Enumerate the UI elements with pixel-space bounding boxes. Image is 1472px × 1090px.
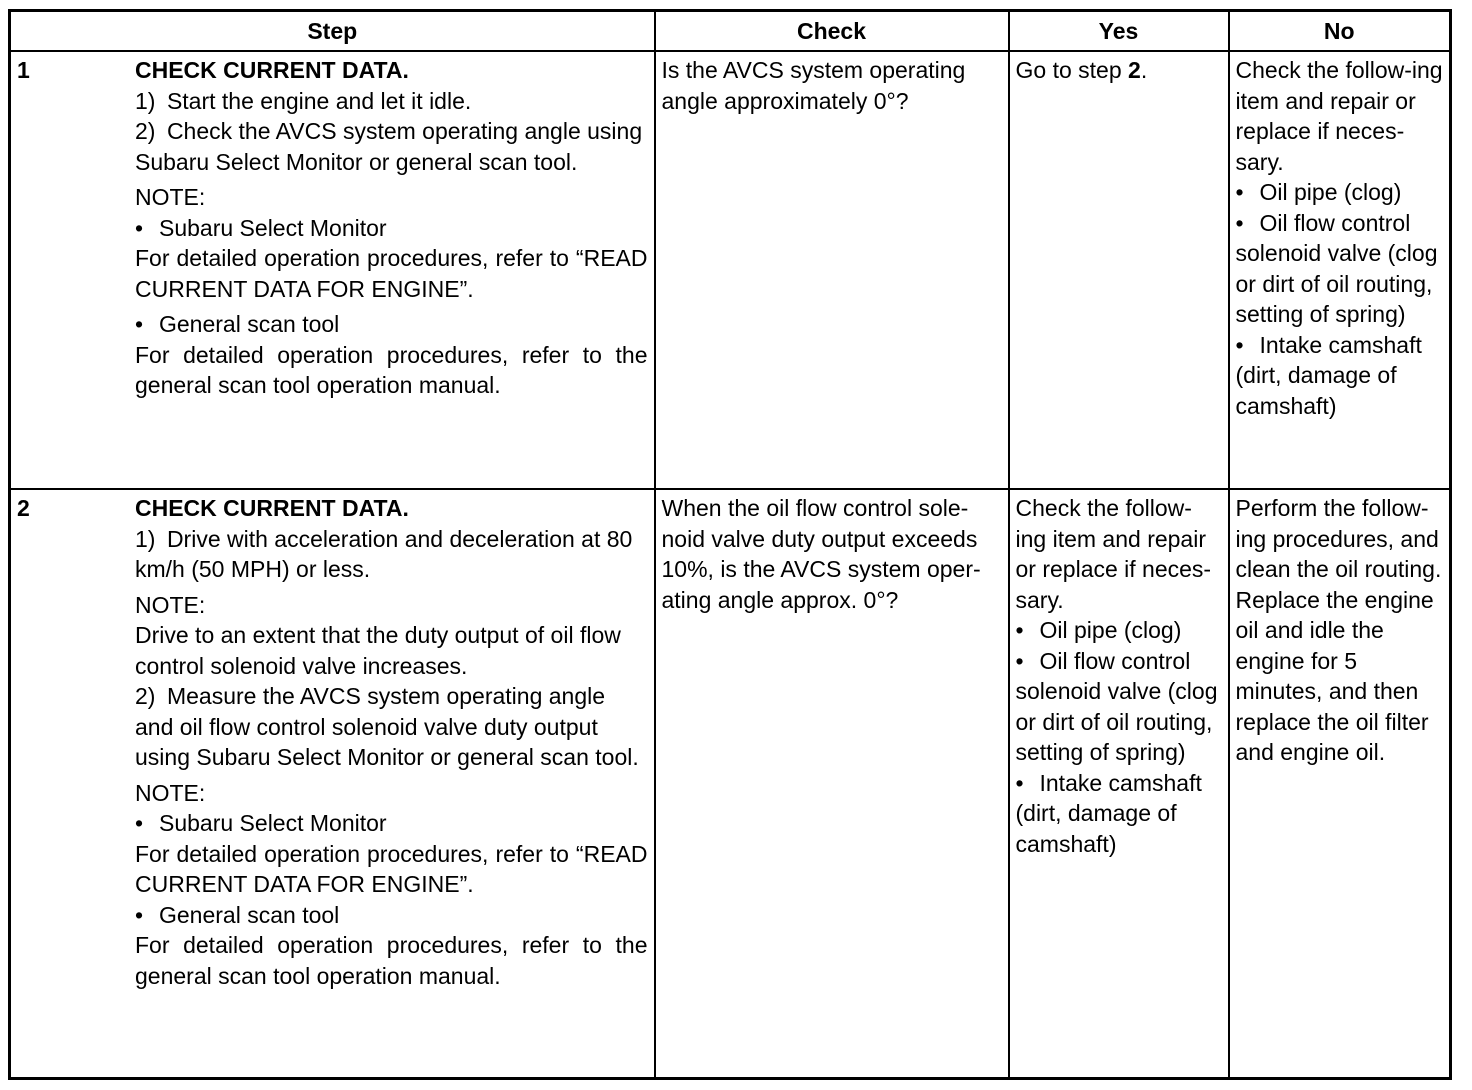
note-text: For detailed operation procedures, refer to the general scan tool operation manual. (135, 341, 648, 398)
step-instruction: 2) Check the AVCS system operating angle using Subaru Select Monitor or general scan tool. (135, 118, 643, 175)
check-question: When the oil flow control sole-noid valve duty output exceeds 10%, is the AVCS system oper-ating angle approx. 0°? (661, 495, 981, 613)
yes-item: • Intake camshaft (dirt, damage of camshaft) (1016, 768, 1222, 860)
note-text: For detailed operation procedures, refer to “READ CURRENT DATA FOR ENGINE”. (135, 840, 648, 897)
table-row (10, 51, 1451, 489)
table-row (10, 489, 1451, 1079)
yes-item: • Oil flow control solenoid valve (clog or dirt of oil routing, setting of spring) (1016, 646, 1222, 768)
header-step: Step (10, 11, 655, 52)
note-bullet: • Subaru Select Monitor (135, 808, 648, 839)
no-item: • Oil flow control solenoid valve (clog or dirt of oil routing, setting of spring) (1236, 208, 1444, 330)
step-cell (10, 489, 655, 1079)
note-bullet: • Subaru Select Monitor (135, 213, 648, 244)
no-text: Perform the follow-ing procedures, and clean the oil routing. (1235, 495, 1442, 582)
note-label: NOTE: (135, 779, 206, 806)
note-label: NOTE: (135, 184, 206, 210)
yes-item: • Oil pipe (clog) (1016, 615, 1222, 646)
header-no: No (1229, 11, 1451, 52)
check-cell (655, 489, 1009, 1079)
no-text: Replace the engine oil and idle the engine for 5 minutes, and then replace the oil filter and engine oil. (1235, 586, 1434, 765)
step-instruction: 2) Measure the AVCS system operating angle and oil flow control solenoid valve duty output using Subaru Select Monitor or general scan tool. (135, 683, 639, 770)
note-text: For detailed operation procedures, refer to “READ CURRENT DATA FOR ENGINE”. (135, 245, 648, 302)
diagnostic-table (8, 9, 1452, 1080)
header-yes: Yes (1009, 11, 1229, 52)
note-bullet: • General scan tool (135, 900, 648, 931)
header-row (10, 11, 1451, 52)
step-instruction: 1) Start the engine and let it idle. (135, 87, 472, 114)
check-question: Is the AVCS system operating angle approximately 0°? (661, 57, 966, 114)
step-number: 1 (17, 57, 30, 83)
step-title: CHECK CURRENT DATA. (135, 495, 409, 521)
step-cell (10, 51, 655, 489)
note-bullet: • General scan tool (135, 309, 648, 340)
yes-suffix: . (1140, 57, 1148, 83)
step-title: CHECK CURRENT DATA. (135, 57, 409, 83)
yes-intro: Check the follow-ing item and repair or replace if neces-sary. (1015, 495, 1212, 613)
step-instruction: 1) Drive with acceleration and deceleration at 80 km/h (50 MPH) or less. (135, 525, 633, 582)
note-label: NOTE: (135, 591, 206, 618)
no-item: • Oil pipe (clog) (1236, 177, 1444, 208)
no-intro: Check the follow-ing item and repair or replace if neces-sary. (1235, 57, 1443, 175)
yes-cell (1009, 51, 1229, 489)
yes-step-link[interactable]: 2 (1128, 57, 1141, 83)
note-text: For detailed operation procedures, refer to the general scan tool operation manual. (135, 932, 648, 989)
yes-cell (1009, 489, 1229, 1079)
header-check: Check (655, 11, 1009, 52)
no-item: • Intake camshaft (dirt, damage of camshaft) (1236, 330, 1444, 422)
check-cell (655, 51, 1009, 489)
note-text: Drive to an extent that the duty output of oil flow control solenoid valve increases. (135, 622, 621, 679)
step-number: 2 (17, 495, 30, 521)
yes-prefix: Go to step (1015, 57, 1129, 83)
no-cell (1229, 489, 1451, 1079)
no-cell (1229, 51, 1451, 489)
